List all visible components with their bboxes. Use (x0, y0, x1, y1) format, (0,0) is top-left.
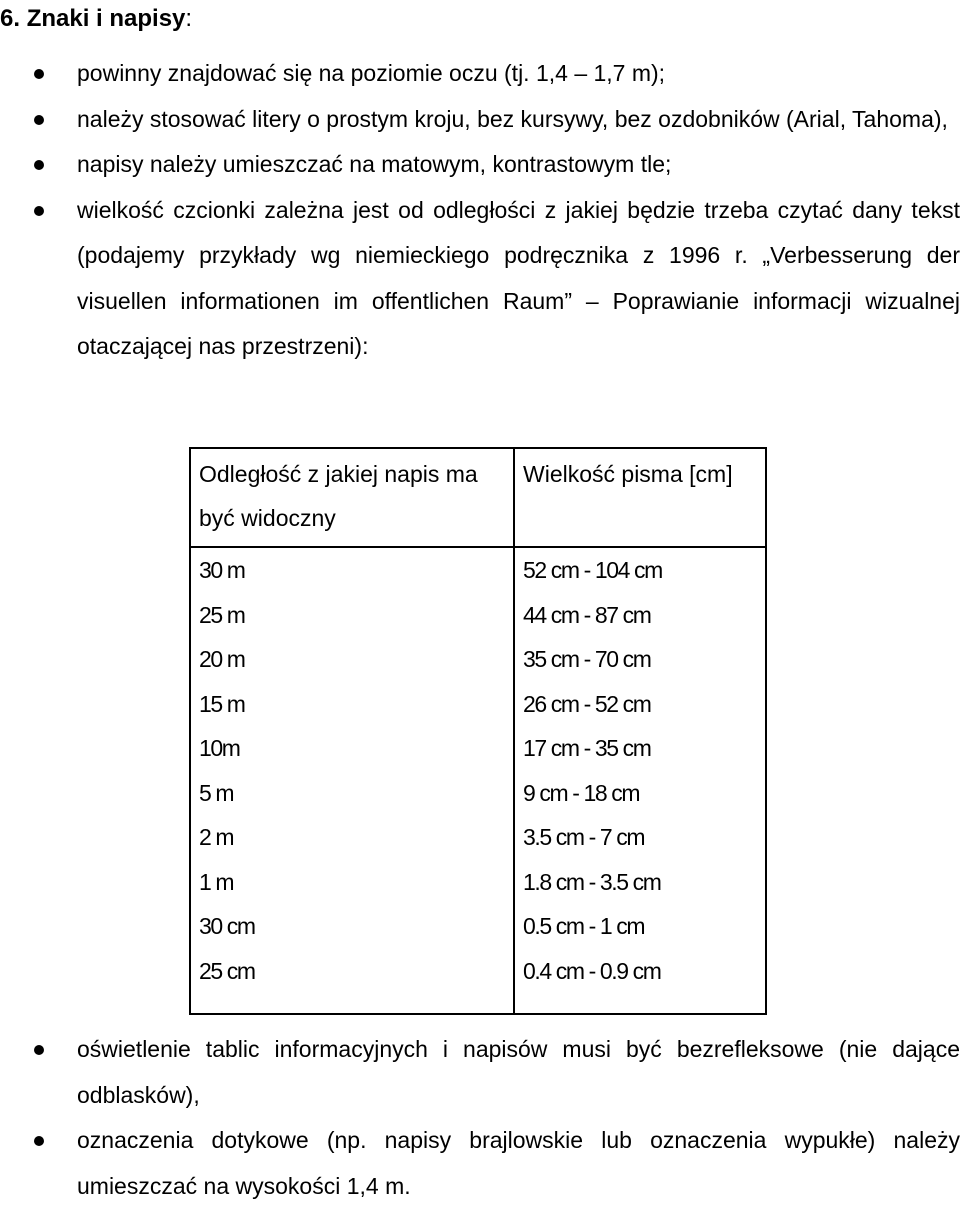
table-row (190, 593, 766, 638)
table-row (190, 904, 766, 949)
distance-cell: 20 m (190, 637, 514, 682)
header-distance: Odległość z jakiej napis ma być widoczny (190, 448, 514, 547)
distance-cell: 2 m (190, 815, 514, 860)
table-header-row (190, 448, 766, 547)
bullet-icon (34, 206, 44, 216)
list-item-text: oświetlenie tablic informacyjnych i napisów musi być bezrefleksowe (nie dające odblasków), (77, 1036, 960, 1108)
list-item-text: należy stosować litery o prostym kroju, bez kursywy, bez ozdobników (Arial, Tahoma), (77, 105, 948, 132)
size-cell: 3.5 cm - 7 cm (514, 815, 766, 860)
table-row (190, 815, 766, 860)
size-cell: 44 cm - 87 cm (514, 593, 766, 638)
font-size-table (189, 447, 767, 1015)
list-item-text: powinny znajdować się na poziomie oczu (tj. 1,4 – 1,7 m); (77, 60, 666, 86)
distance-cell: 25 m (190, 593, 514, 638)
section-number: 6. (0, 5, 21, 32)
size-cell: 9 cm - 18 cm (514, 771, 766, 816)
section-title: Znaki i napisy (26, 5, 186, 32)
table-row (190, 637, 766, 682)
list-item (0, 188, 960, 370)
list-item-text: wielkość czcionki zależna jest od odległości z jakiej będzie trzeba czytać dany tekst (podajemy przykłady wg niemieckiego podręcznika z 1996 r. „Verbesserung der visuellen informationen im offentlichen Raum” – Poprawianie informacji wizualnej otaczającej nas przestrzeni): (77, 196, 960, 359)
list-item (0, 1027, 960, 1118)
distance-cell: 30 m (190, 547, 514, 593)
list-item-text: oznaczenia dotykowe (np. napisy brajlowskie lub oznaczenia wypukłe) należy umieszczać na wysokości 1,4 m. (77, 1127, 960, 1199)
size-cell: 52 cm - 104 cm (514, 547, 766, 593)
bullet-icon (34, 69, 44, 79)
requirements-list (0, 51, 960, 370)
distance-cell: 1 m (190, 860, 514, 905)
distance-cell: 30 cm (190, 904, 514, 949)
size-cell: 17 cm - 35 cm (514, 726, 766, 771)
list-item (0, 142, 960, 188)
bullet-icon (34, 160, 44, 170)
table-row (190, 949, 766, 1015)
distance-cell: 25 cm (190, 949, 514, 1015)
header-font-size: Wielkość pisma [cm] (514, 448, 766, 547)
list-item (0, 97, 960, 143)
size-cell: 35 cm - 70 cm (514, 637, 766, 682)
bullet-icon (34, 1045, 44, 1055)
size-cell: 0.5 cm - 1 cm (514, 904, 766, 949)
table-row (190, 682, 766, 727)
bullet-icon (34, 115, 44, 125)
list-item (0, 51, 960, 97)
table-row (190, 860, 766, 905)
section-colon: : (185, 5, 193, 32)
distance-cell: 10m (190, 726, 514, 771)
list-item (0, 1118, 960, 1209)
size-cell: 1.8 cm - 3.5 cm (514, 860, 766, 905)
table-row (190, 547, 766, 593)
table-row (190, 771, 766, 816)
bullet-icon (34, 1136, 44, 1146)
distance-cell: 15 m (190, 682, 514, 727)
size-cell: 26 cm - 52 cm (514, 682, 766, 727)
table-row (190, 726, 766, 771)
additional-requirements-list (0, 1027, 960, 1209)
list-item-text: napisy należy umieszczać na matowym, kontrastowym tle; (77, 151, 672, 177)
distance-cell: 5 m (190, 771, 514, 816)
section-heading (0, 2, 192, 36)
size-cell: 0.4 cm - 0.9 cm (514, 949, 766, 1015)
